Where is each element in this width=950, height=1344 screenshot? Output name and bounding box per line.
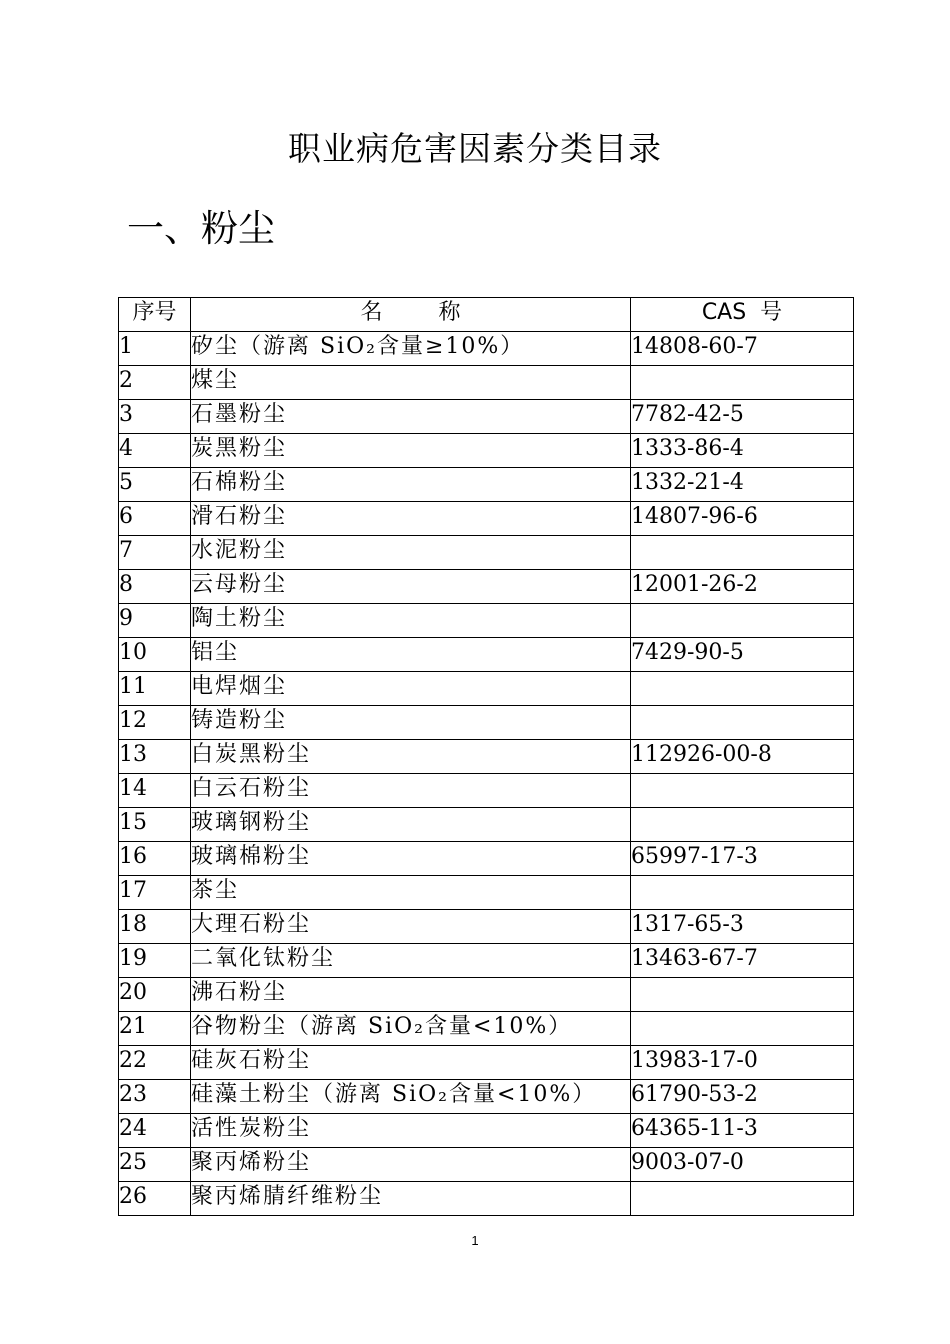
table-row <box>119 1046 854 1080</box>
row-number-cell: 16 <box>119 842 191 876</box>
hazard-name-cell: 石棉粉尘 <box>191 468 631 502</box>
hazard-name-cell: 大理石粉尘 <box>191 910 631 944</box>
hazard-name-cell: 铝尘 <box>191 638 631 672</box>
cas-number-cell: 1317-65-3 <box>631 910 854 944</box>
row-number-cell: 17 <box>119 876 191 910</box>
hazard-name-cell: 聚丙烯腈纤维粉尘 <box>191 1182 631 1216</box>
cas-number-cell: 61790-53-2 <box>631 1080 854 1114</box>
table-row <box>119 706 854 740</box>
row-number-cell: 23 <box>119 1080 191 1114</box>
row-number-cell: 19 <box>119 944 191 978</box>
hazard-name-cell: 滑石粉尘 <box>191 502 631 536</box>
row-number-cell: 26 <box>119 1182 191 1216</box>
row-number-cell: 3 <box>119 400 191 434</box>
hazard-name-cell: 聚丙烯粉尘 <box>191 1148 631 1182</box>
table-row <box>119 366 854 400</box>
table-row <box>119 468 854 502</box>
table-row <box>119 1012 854 1046</box>
cas-number-cell <box>631 604 854 638</box>
hazard-name-cell: 炭黑粉尘 <box>191 434 631 468</box>
table-row <box>119 740 854 774</box>
table-header-row <box>119 298 854 332</box>
table-row <box>119 604 854 638</box>
table-row <box>119 978 854 1012</box>
hazard-name-cell: 水泥粉尘 <box>191 536 631 570</box>
cas-number-cell: 13463-67-7 <box>631 944 854 978</box>
row-number-cell: 25 <box>119 1148 191 1182</box>
row-number-cell: 8 <box>119 570 191 604</box>
hazard-name-cell: 白云石粉尘 <box>191 774 631 808</box>
cas-number-cell: 7782-42-5 <box>631 400 854 434</box>
row-number-cell: 4 <box>119 434 191 468</box>
row-number-cell: 21 <box>119 1012 191 1046</box>
cas-number-cell: 14807-96-6 <box>631 502 854 536</box>
cas-number-cell: 13983-17-0 <box>631 1046 854 1080</box>
row-number-cell: 24 <box>119 1114 191 1148</box>
cas-number-cell: 7429-90-5 <box>631 638 854 672</box>
column-header-number: 序号 <box>119 298 191 332</box>
hazard-name-cell: 玻璃钢粉尘 <box>191 808 631 842</box>
cas-number-cell <box>631 366 854 400</box>
cas-number-cell: 12001-26-2 <box>631 570 854 604</box>
cas-number-cell <box>631 774 854 808</box>
document-title: 职业病危害因素分类目录 <box>288 129 662 168</box>
hazard-name-cell: 谷物粉尘（游离 SiO₂含量<10%） <box>191 1012 631 1046</box>
cas-number-cell <box>631 706 854 740</box>
table-row <box>119 536 854 570</box>
hazard-name-cell: 电焊烟尘 <box>191 672 631 706</box>
hazard-name-cell: 硅藻土粉尘（游离 SiO₂含量<10%） <box>191 1080 631 1114</box>
hazard-name-cell: 二氧化钛粉尘 <box>191 944 631 978</box>
hazard-name-cell: 矽尘（游离 SiO₂含量≥10%） <box>191 332 631 366</box>
row-number-cell: 5 <box>119 468 191 502</box>
table-row <box>119 876 854 910</box>
row-number-cell: 20 <box>119 978 191 1012</box>
cas-number-cell: 1332-21-4 <box>631 468 854 502</box>
cas-number-cell: 14808-60-7 <box>631 332 854 366</box>
hazard-name-cell: 铸造粉尘 <box>191 706 631 740</box>
cas-number-cell <box>631 536 854 570</box>
table-body <box>119 332 854 1216</box>
column-header-cas: CAS 号 <box>631 298 854 332</box>
table-row <box>119 808 854 842</box>
hazard-factor-table <box>118 297 854 1216</box>
cas-number-cell: 64365-11-3 <box>631 1114 854 1148</box>
table-row <box>119 638 854 672</box>
table-row <box>119 570 854 604</box>
table-row <box>119 1148 854 1182</box>
row-number-cell: 14 <box>119 774 191 808</box>
hazard-name-cell: 石墨粉尘 <box>191 400 631 434</box>
row-number-cell: 22 <box>119 1046 191 1080</box>
row-number-cell: 10 <box>119 638 191 672</box>
hazard-name-cell: 玻璃棉粉尘 <box>191 842 631 876</box>
table-row <box>119 910 854 944</box>
row-number-cell: 2 <box>119 366 191 400</box>
cas-number-cell <box>631 808 854 842</box>
row-number-cell: 1 <box>119 332 191 366</box>
row-number-cell: 7 <box>119 536 191 570</box>
section-heading: 一、粉尘 <box>127 207 275 250</box>
row-number-cell: 6 <box>119 502 191 536</box>
hazard-name-cell: 煤尘 <box>191 366 631 400</box>
cas-number-cell: 9003-07-0 <box>631 1148 854 1182</box>
row-number-cell: 12 <box>119 706 191 740</box>
table-row <box>119 1182 854 1216</box>
table-row <box>119 1114 854 1148</box>
table-row <box>119 332 854 366</box>
table-row <box>119 400 854 434</box>
column-header-name: 名 称 <box>191 298 631 332</box>
page-number: 1 <box>471 1233 479 1248</box>
row-number-cell: 9 <box>119 604 191 638</box>
table-row <box>119 502 854 536</box>
table-row <box>119 434 854 468</box>
row-number-cell: 11 <box>119 672 191 706</box>
hazard-name-cell: 白炭黑粉尘 <box>191 740 631 774</box>
cas-number-cell: 65997-17-3 <box>631 842 854 876</box>
cas-number-cell <box>631 672 854 706</box>
hazard-name-cell: 茶尘 <box>191 876 631 910</box>
table-row <box>119 672 854 706</box>
cas-number-cell: 112926-00-8 <box>631 740 854 774</box>
cas-number-cell <box>631 1012 854 1046</box>
table-row <box>119 842 854 876</box>
row-number-cell: 15 <box>119 808 191 842</box>
cas-number-cell <box>631 876 854 910</box>
hazard-name-cell: 陶土粉尘 <box>191 604 631 638</box>
row-number-cell: 18 <box>119 910 191 944</box>
table-row <box>119 774 854 808</box>
hazard-name-cell: 硅灰石粉尘 <box>191 1046 631 1080</box>
row-number-cell: 13 <box>119 740 191 774</box>
hazard-name-cell: 云母粉尘 <box>191 570 631 604</box>
cas-number-cell: 1333-86-4 <box>631 434 854 468</box>
cas-number-cell <box>631 1182 854 1216</box>
table-row <box>119 1080 854 1114</box>
hazard-name-cell: 沸石粉尘 <box>191 978 631 1012</box>
cas-number-cell <box>631 978 854 1012</box>
table-row <box>119 944 854 978</box>
hazard-name-cell: 活性炭粉尘 <box>191 1114 631 1148</box>
